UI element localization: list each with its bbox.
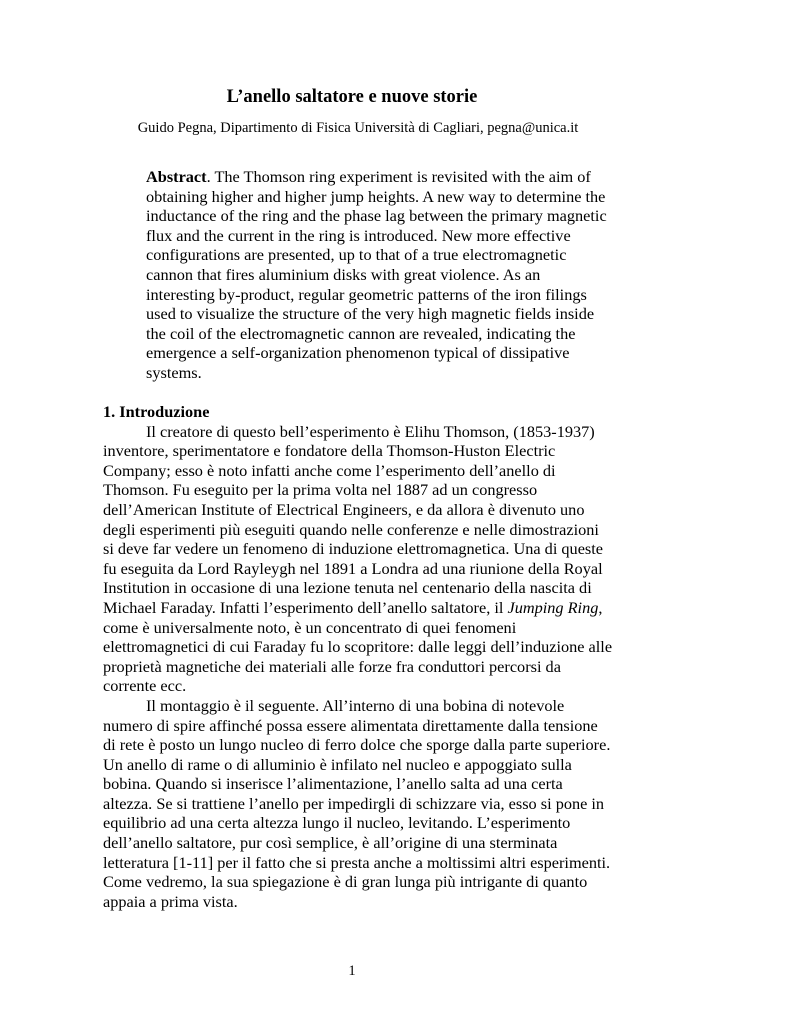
abstract	[146, 167, 608, 383]
paragraph-1-text-b: , come è universalmente noto, è un concentrato di quei fenomeni elettromagnetici di cui Faraday fu lo scopritore: dalle leggi dell’induzione alle proprietà magnetiche dei materiali alle forze fra conduttori percorsi da corrente ecc.	[103, 597, 613, 696]
section-introduction	[103, 402, 613, 911]
page-number: 1	[348, 963, 356, 979]
paragraph-1-text-a: Il creatore di questo bell’esperimento è Elihu Thomson, (1853-1937) inventore, sperimentatore e fondatore della Thomson-Huston Electric Company; esso è noto infatti anche come l’esperimento dell’anello di Thomson. Fu eseguito per la prima volta nel 1887 ad un congresso dell’American Institute of Electrical Engineers, e da allora è divenuto uno degli esperimenti più eseguiti quando nelle conferenze e nelle dimostrazioni si deve far vedere un fenomeno di induzione elettromagnetica. Una di queste fu eseguita da Lord Rayleygh nel 1891 a Londra ad una riunione della Royal Institution in occasione di una lezione tenuta nel centenario della nascita di Michael Faraday. Infatti l’esperimento dell’anello saltatore, il	[103, 421, 604, 617]
paragraph-1-italic-term: Jumping Ring	[507, 597, 599, 617]
paragraph-1	[103, 422, 613, 696]
section-heading: 1. Introduzione	[103, 402, 210, 421]
author-line: Guido Pegna, Dipartimento di Fisica Università di Cagliari, pegna@unica.it	[137, 120, 579, 136]
paragraph-2: Il montaggio è il seguente. All’interno di una bobina di notevole numero di spire affinché possa essere alimentata direttamente dalla tensione di rete è posto un lungo nucleo di ferro dolce che sporge dalla parte superiore. Un anello di rame o di alluminio è infilato nel nucleo e appoggiato sulla bobina. Quando si inserisce l’alimentazione, l’anello salta ad una certa altezza. Se si trattiene l’anello per impedirgli di schizzare via, esso si pone in equilibrio ad una certa altezza lungo il nucleo, levitando. L’esperimento dell’anello saltatore, pur così semplice, è all’origine di una sterminata letteratura [1-11] per il fatto che si presta anche a moltissimi altri esperimenti. Come vedremo, la sua spiegazione è di gran lunga più intrigante di quanto appaia a prima vista.	[103, 695, 611, 911]
abstract-text: . The Thomson ring experiment is revisited with the aim of obtaining higher and higher jump heights. A new way to determine the inductance of the ring and the phase lag between the primary magnetic flux and the current in the ring is introduced. New more effective configurations are presented, up to that of a true electromagnetic cannon that fires aluminium disks with great violence. As an interesting by-product, regular geometric patterns of the iron filings used to visualize the structure of the very high magnetic fields inside the coil of the electromagnetic cannon are revealed, indicating the emergence a self-organization phenomenon typical of dissipative systems.	[146, 167, 607, 382]
abstract-label: Abstract	[146, 167, 207, 186]
paper-title: L’anello saltatore e nuove storie	[226, 87, 478, 107]
